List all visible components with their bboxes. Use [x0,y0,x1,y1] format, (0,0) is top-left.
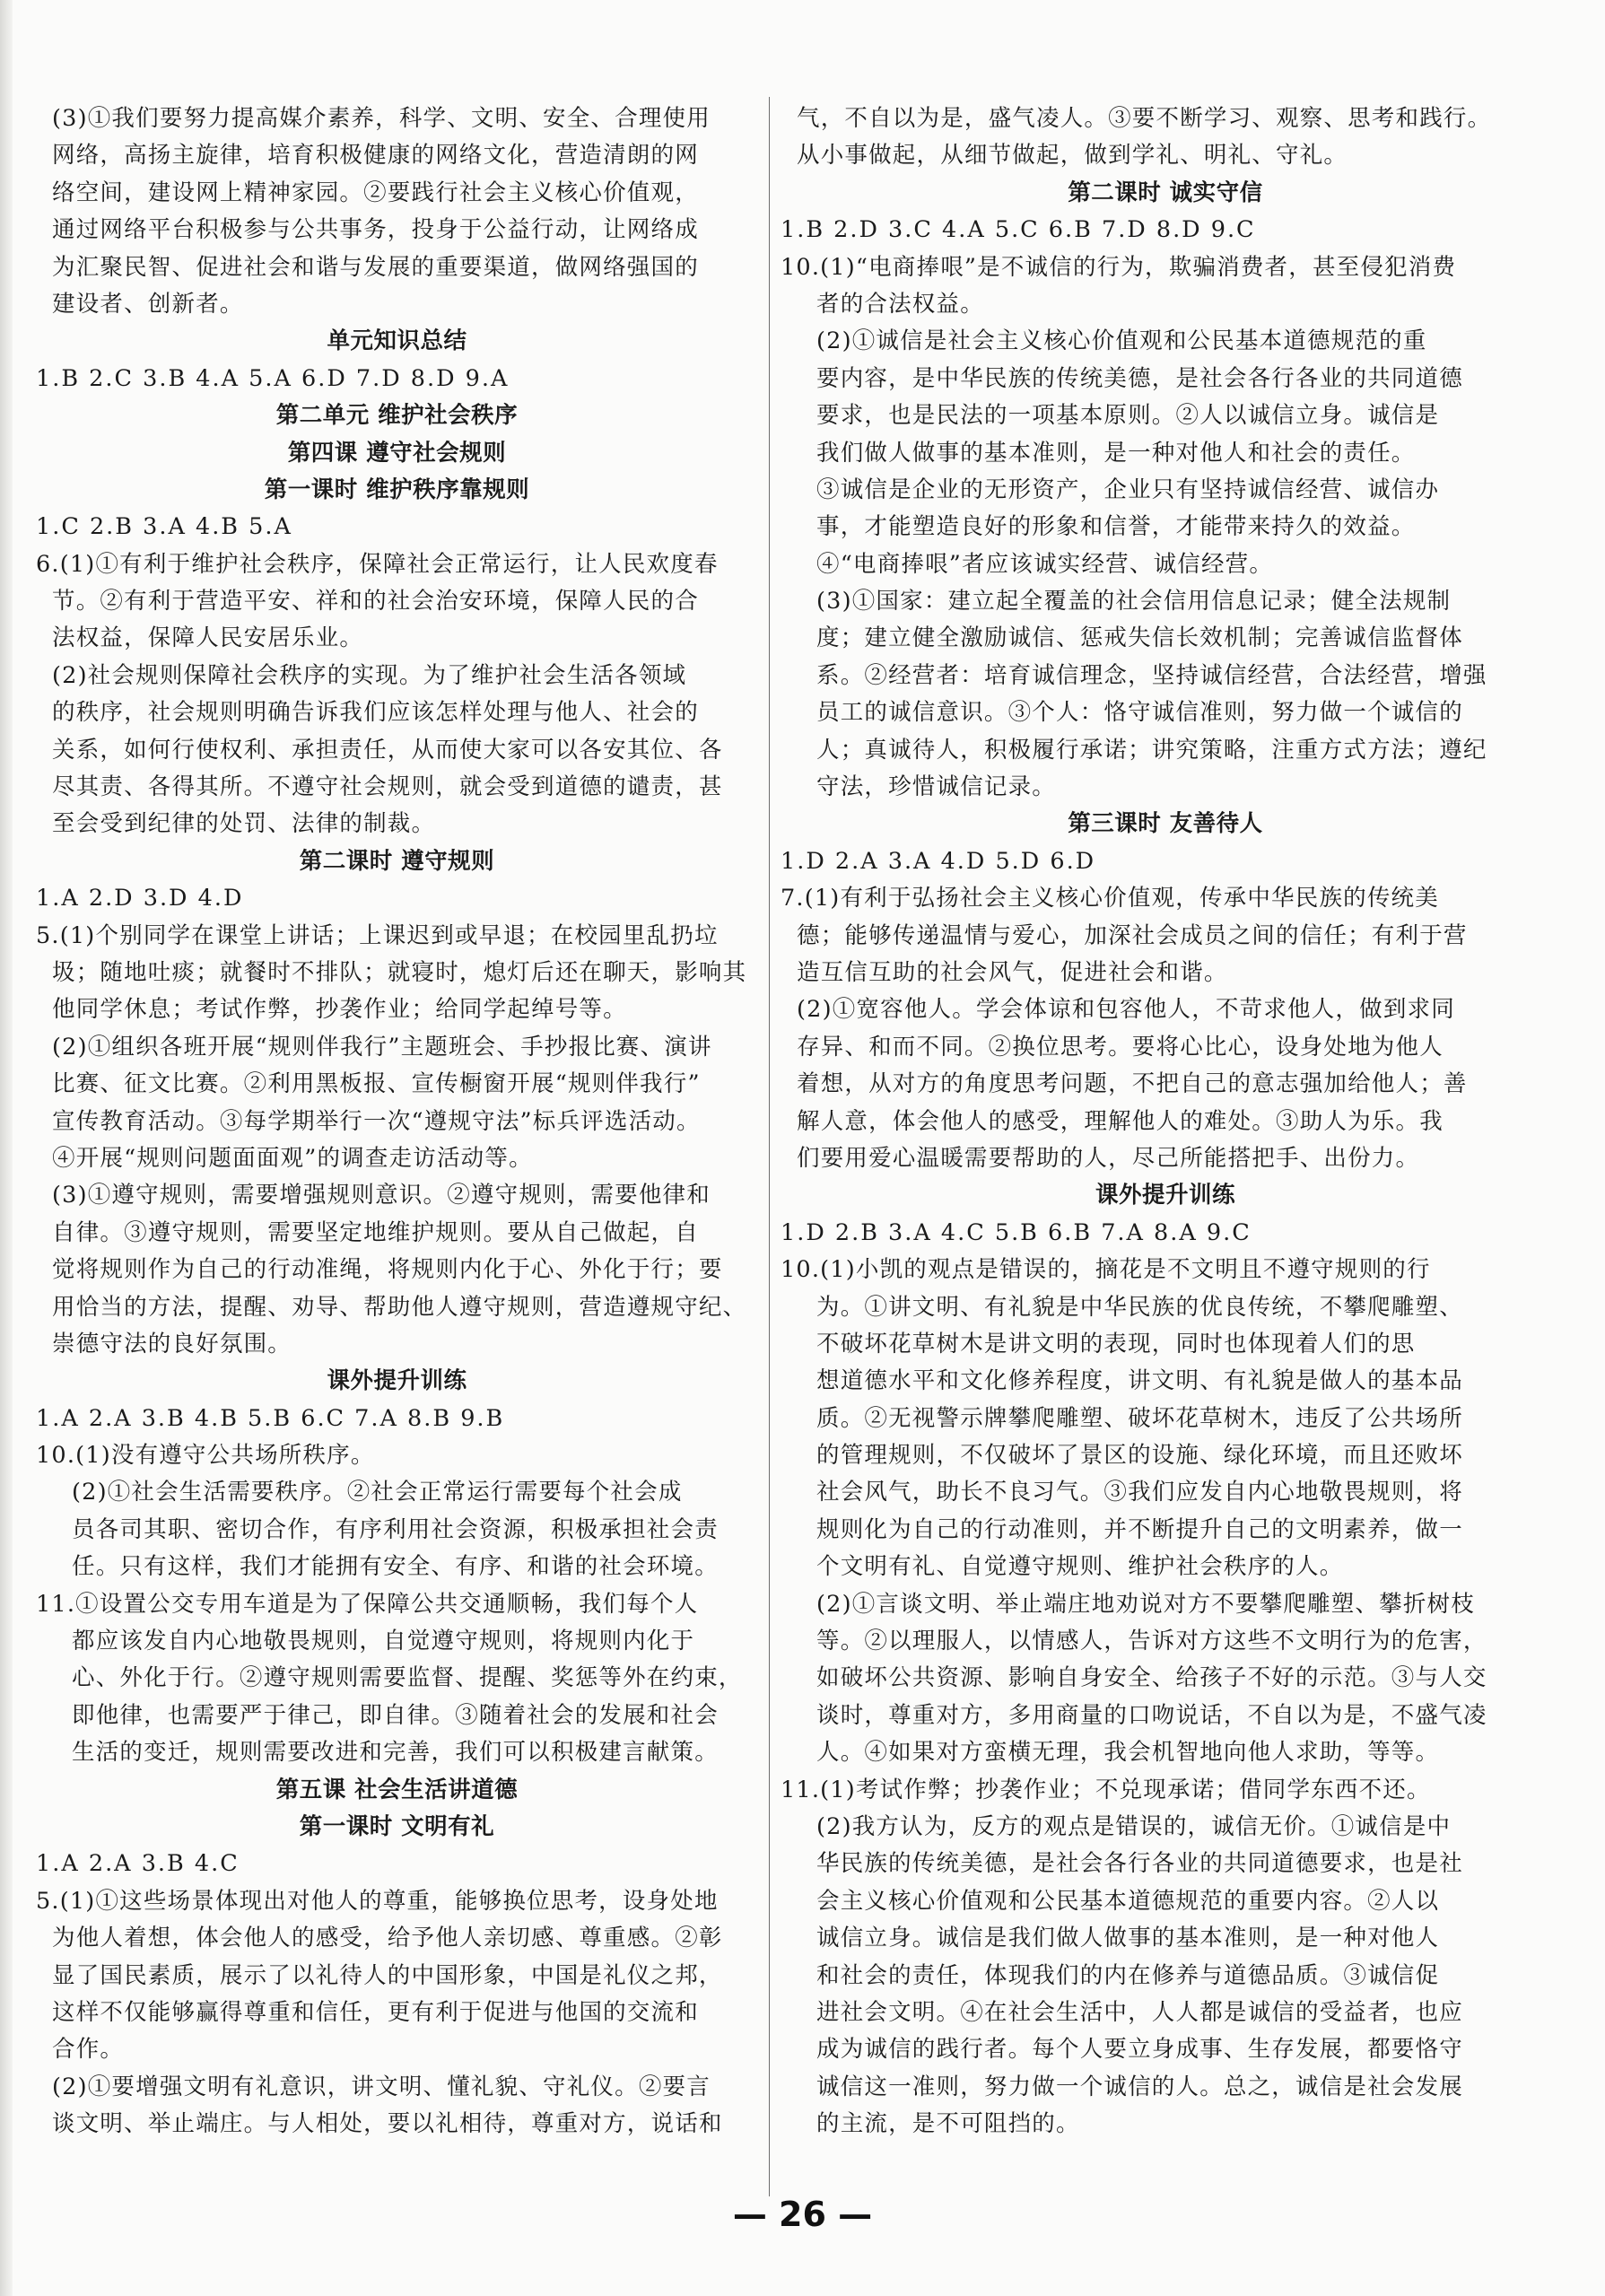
answer-key-line: 1.C 2.B 3.A 4.B 5.A [36,513,292,541]
text-line: 事，才能塑造良好的形象和信誉，才能带来持久的效益。 [816,513,1416,541]
text-line: (2)①宽容他人。学会体谅和包容他人，不苛求他人，做到求同 [797,996,1455,1024]
text-line: 谈文明、举止端庄。与人相处，要以礼相待，尊重对方，说话和 [52,2110,723,2138]
text-line: 个文明有礼、自觉遵守规则、维护社会秩序的人。 [816,1553,1344,1581]
text-line: 华民族的传统美德，是社会各行各业的共同道德要求，也是社 [816,1850,1463,1878]
text-line: 络空间，建设网上精神家园。②要践行社会主义核心价值观， [52,179,699,206]
text-line: ④“电商捧哏”者应该诚实经营、诚信经营。 [816,550,1274,578]
text-line: 6.(1)①有利于维护社会秩序，保障社会正常运行，让人民欢度春 [36,550,719,578]
text-line: 显了国民素质，展示了以礼待人的中国形象，中国是礼仪之邦， [52,1961,723,1989]
text-line: (3)①遵守规则，需要增强规则意识。②遵守规则，需要他律和 [52,1182,711,1209]
text-line: (2)我方认为，反方的观点是错误的，诚信无价。①诚信是中 [816,1812,1452,1840]
text-line: 成为诚信的践行者。每个人要立身成事、生存发展，都要恪守 [816,2036,1463,2064]
text-line: 即他律，也需要严于律己，即自律。③随着社会的发展和社会 [72,1701,719,1729]
text-line: 德；能够传递温情与爱心，加深社会成员之间的信任；有利于营 [797,921,1468,949]
text-line: 人。④如果对方蛮横无理，我会机智地向他人求助，等等。 [816,1739,1440,1767]
text-line: 心、外化于行。②遵守规则需要监督、提醒、奖惩等外在约束， [72,1664,743,1692]
text-line: 质。②无视警示牌攀爬雕塑、破坏花草树木，违反了公共场所 [816,1404,1463,1432]
text-line: 11.(1)考试作弊；抄袭作业；不兑现承诺；借同学东西不还。 [781,1776,1431,1803]
text-line: ③诚信是企业的无形资产，企业只有坚持诚信经营、诚信办 [816,476,1440,503]
text-line: (2)①要增强文明有礼意识，讲文明、懂礼貌、守礼仪。②要言 [52,2073,711,2100]
section-heading: 课外提升训练 [1095,1182,1235,1209]
text-line: 关系，如何行使权利、承担责任，从而使大家可以各安其位、各 [52,736,723,764]
section-heading: 第一课时 文明有礼 [299,1812,495,1840]
text-line: 为。①讲文明、有礼貌是中华民族的优良传统，不攀爬雕塑、 [816,1293,1463,1321]
answer-key-line: 1.A 2.D 3.D 4.D [36,885,244,912]
text-line: 生活的变迁，规则需要改进和完善，我们可以积极建言献策。 [72,1739,719,1767]
text-line: 要内容，是中华民族的传统美德，是社会各行各业的共同道德 [816,364,1463,392]
text-line: 会主义核心价值观和公民基本道德规范的重要内容。②人以 [816,1887,1440,1915]
right-column [781,100,1550,2143]
text-line: 觉将规则作为自己的行动准绳，将规则内化于心、外化于行；要 [52,1256,723,1284]
text-line: 的秩序，社会规则明确告诉我们应该怎样处理与他人、社会的 [52,699,699,727]
text-line: 度；建立健全激励诚信、惩戒失信长效机制；完善诚信监督体 [816,624,1463,652]
text-line: 从小事做起，从细节做起，做到学礼、明礼、守礼。 [797,142,1348,170]
text-line: 用恰当的方法，提醒、劝导、帮助他人遵守规则，营造遵规守纪、 [52,1293,747,1321]
text-line: 员工的诚信意识。③个人：恪守诚信准则，努力做一个诚信的 [816,699,1463,727]
text-line: 10.(1)小凯的观点是错误的，摘花是不文明且不遵守规则的行 [781,1256,1431,1284]
text-line: 气，不自以为是，盛气凌人。③要不断学习、观察、思考和践行。 [797,105,1492,132]
text-line: 10.(1)“电商捧哏”是不诚信的行为，欺骗消费者，甚至侵犯消费 [781,253,1457,281]
text-line: ④开展“规则问题面面观”的调查走访活动等。 [52,1144,533,1172]
text-line: (2)①组织各班开展“规则伴我行”主题班会、手抄报比赛、演讲 [52,1033,712,1061]
text-line: (2)①诚信是社会主义核心价值观和公民基本道德规范的重 [816,327,1427,355]
text-line: 的管理规则，不仅破坏了景区的设施、绿化环境，而且还败坏 [816,1442,1463,1470]
left-column [36,100,758,2143]
text-line: 建设者、创新者。 [52,290,244,318]
text-line: 我们做人做事的基本准则，是一种对他人和社会的责任。 [816,439,1416,467]
answer-key-line: 1.D 2.B 3.A 4.C 5.B 6.B 7.A 8.A 9.C [781,1218,1252,1246]
text-line: 这样不仅能够赢得尊重和信任，更有利于促进与他国的交流和 [52,1998,699,2026]
text-line: 网络，高扬主旋律，培育积极健康的网络文化，营造清朗的网 [52,142,699,170]
text-line: 和社会的责任，体现我们的内在修养与道德品质。③诚信促 [816,1961,1440,1989]
text-line: 守法，珍惜诚信记录。 [816,773,1057,801]
answer-key-line: 1.D 2.A 3.A 4.D 5.D 6.D [781,847,1096,875]
text-line: 圾；随地吐痰；就餐时不排队；就寝时，熄灯后还在聊天，影响其 [52,958,747,986]
text-line: 存异、和而不同。②换位思考。要将心比心，设身处地为他人 [797,1033,1444,1061]
text-line: 人；真诚待人，积极履行承诺；讲究策略，注重方式方法；遵纪 [816,736,1487,764]
text-line: 通过网络平台积极参与公共事务，投身于公益行动，让网络成 [52,216,699,244]
text-line: 着想，从对方的角度思考问题，不把自己的意志强加给他人；善 [797,1070,1468,1098]
section-heading: 第四课 遵守社会规则 [287,439,507,467]
text-line: 系。②经营者：培育诚信理念，坚持诚信经营，合法经营，增强 [816,661,1487,689]
text-line: 至会受到纪律的处罚、法律的制裁。 [52,810,436,838]
text-line: 法权益，保障人民安居乐业。 [52,624,364,652]
text-line: 谈时，尊重对方，多用商量的口吻说话，不自以为是，不盛气凌 [816,1701,1487,1729]
text-line: 要求，也是民法的一项基本原则。②人以诚信立身。诚信是 [816,402,1440,430]
section-heading: 第二课时 诚实守信 [1068,179,1263,206]
section-heading: 第三课时 友善待人 [1068,810,1263,838]
answer-key-line: 1.B 2.C 3.B 4.A 5.A 6.D 7.D 8.D 9.A [36,364,510,392]
text-line: 宣传教育活动。③每学期举行一次“遵规守法”标兵评选活动。 [52,1107,701,1135]
text-line: 诚信立身。诚信是我们做人做事的基本准则，是一种对他人 [816,1925,1440,1952]
text-line: 11.①设置公交专用车道是为了保障公共交通顺畅，我们每个人 [36,1590,699,1618]
text-line: 造互信互助的社会风气，促进社会和谐。 [797,958,1228,986]
text-line: 崇德守法的良好氛围。 [52,1330,292,1358]
section-heading: 单元知识总结 [327,327,467,355]
text-line: 规则化为自己的行动准则，并不断提升自己的文明素养，做一 [816,1515,1463,1543]
text-line: 的主流，是不可阻挡的。 [816,2110,1080,2138]
text-line: 者的合法权益。 [816,290,984,318]
text-line: 任。只有这样，我们才能拥有安全、有序、和谐的社会环境。 [72,1553,719,1581]
text-line: 们要用爱心温暖需要帮助的人，尽己所能搭把手、出份力。 [797,1144,1420,1172]
answer-key-line: 1.B 2.D 3.C 4.A 5.C 6.B 7.D 8.D 9.C [781,216,1256,244]
text-line: 等。②以理服人，以情感人，告诉对方这些不文明行为的危害， [816,1628,1487,1655]
section-heading: 第一课时 维护秩序靠规则 [264,476,530,503]
section-heading: 课外提升训练 [327,1367,467,1395]
section-heading: 第五课 社会生活讲道德 [275,1776,519,1803]
text-line: 如破坏公共资源、影响自身安全、给孩子不好的示范。③与人交 [816,1664,1487,1692]
page-number: — 26 — [732,2195,873,2234]
text-line: 进社会文明。④在社会生活中，人人都是诚信的受益者，也应 [816,1998,1463,2026]
text-line: 他同学休息；考试作弊，抄袭作业；给同学起绰号等。 [52,996,627,1024]
text-line: 10.(1)没有遵守公共场所秩序。 [36,1442,375,1470]
section-heading: 第二课时 遵守规则 [299,847,495,875]
text-line: 合作。 [52,2036,125,2064]
text-line: 都应该发自内心地敬畏规则，自觉遵守规则，将规则内化于 [72,1628,695,1655]
text-line: 7.(1)有利于弘扬社会主义核心价值观，传承中华民族的传统美 [781,885,1439,912]
text-line: 想道德水平和文化修养程度，讲文明、有礼貌是做人的基本品 [816,1367,1463,1395]
text-line: 比赛、征文比赛。②利用黑板报、宣传橱窗开展“规则伴我行” [52,1070,701,1098]
text-line: (2)①言谈文明、举止端庄地劝说对方不要攀爬雕塑、攀折树枝 [816,1590,1475,1618]
text-line: 诚信这一准则，努力做一个诚信的人。总之，诚信是社会发展 [816,2073,1463,2100]
page-edge-shadow [0,0,13,2296]
text-line: (3)①国家：建立起全覆盖的社会信用信息记录；健全法规制 [816,588,1452,615]
text-line: 尽其责、各得其所。不遵守社会规则，就会受到道德的谴责，甚 [52,773,723,801]
answer-key-line: 1.A 2.A 3.B 4.C [36,1850,240,1878]
column-divider [769,97,770,2196]
text-line: 不破坏花草树木是讲文明的表现，同时也体现着人们的思 [816,1330,1416,1358]
answer-key-line: 1.A 2.A 3.B 4.B 5.B 6.C 7.A 8.B 9.B [36,1404,505,1432]
text-line: 5.(1)个别同学在课堂上讲话；上课迟到或早退；在校园里乱扔垃 [36,921,719,949]
text-line: 为汇聚民智、促进社会和谐与发展的重要渠道，做网络强国的 [52,253,699,281]
text-line: (2)社会规则保障社会秩序的实现。为了维护社会生活各领域 [52,661,687,689]
text-line: (3)①我们要努力提高媒介素养，科学、文明、安全、合理使用 [52,105,711,132]
text-line: 节。②有利于营造平安、祥和的社会治安环境，保障人民的合 [52,588,699,615]
text-line: 解人意，体会他人的感受，理解他人的难处。③助人为乐。我 [797,1107,1444,1135]
text-line: 社会风气，助长不良习气。③我们应发自内心地敬畏规则，将 [816,1479,1463,1506]
text-line: (2)①社会生活需要秩序。②社会正常运行需要每个社会成 [72,1479,683,1506]
section-heading: 第二单元 维护社会秩序 [275,402,519,430]
text-line: 自律。③遵守规则，需要坚定地维护规则。要从自己做起，自 [52,1218,699,1246]
text-line: 员各司其职、密切合作，有序利用社会资源，积极承担社会责 [72,1515,719,1543]
text-line: 5.(1)①这些场景体现出对他人的尊重，能够换位思考，设身处地 [36,1887,719,1915]
text-line: 为他人着想，体会他人的感受，给予他人亲切感、尊重感。②彰 [52,1925,723,1952]
